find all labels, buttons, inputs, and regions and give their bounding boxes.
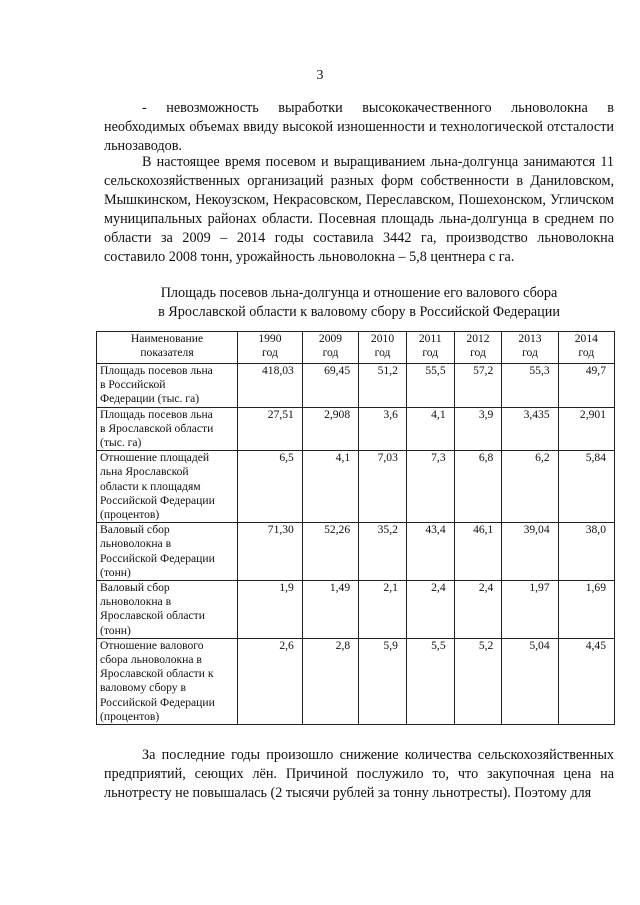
table-row: [97, 638, 615, 724]
row-label: Отношение валового сбора льноволокна в Ярославской области к валовому сбору в Российской Федерации (процентов): [97, 638, 238, 724]
table-cell: 46,1: [454, 523, 502, 581]
table-cell: 55,5: [406, 364, 454, 408]
table-cell: 4,45: [558, 638, 614, 724]
table-row: [97, 364, 615, 408]
table-cell: 52,26: [302, 523, 358, 581]
table-cell: 27,51: [238, 407, 303, 451]
row-label: Валовый сбор льноволокна в Ярославской области (тонн): [97, 581, 238, 639]
table-cell: 49,7: [558, 364, 614, 408]
table-cell: 7,3: [406, 451, 454, 523]
header-year: 2010 год: [359, 332, 407, 364]
table-cell: 1,49: [302, 581, 358, 639]
table-cell: 2,4: [454, 581, 502, 639]
table-cell: 51,2: [359, 364, 407, 408]
header-year: 2013 год: [502, 332, 558, 364]
table-cell: 4,1: [302, 451, 358, 523]
table-cell: 4,1: [406, 407, 454, 451]
table-cell: 2,908: [302, 407, 358, 451]
table-cell: 3,6: [359, 407, 407, 451]
header-year: 1990 год: [238, 332, 303, 364]
table-cell: 5,5: [406, 638, 454, 724]
table-cell: 2,901: [558, 407, 614, 451]
header-year: 2009 год: [302, 332, 358, 364]
table-row: [97, 581, 615, 639]
table-cell: 2,1: [359, 581, 407, 639]
table-row: [97, 451, 615, 523]
flax-statistics-table: [96, 331, 615, 725]
table-cell: 1,97: [502, 581, 558, 639]
table-cell: 57,2: [454, 364, 502, 408]
table-cell: 6,2: [502, 451, 558, 523]
row-label: Площадь посевов льна в Российской Федерации (тыс. га): [97, 364, 238, 408]
table-cell: 43,4: [406, 523, 454, 581]
row-label: Отношение площадей льна Ярославской области к площадям Российской Федерации (процентов): [97, 451, 238, 523]
table-cell: 35,2: [359, 523, 407, 581]
table-cell: 2,6: [238, 638, 303, 724]
table-title: [104, 284, 614, 322]
paragraph-2: В настоящее время посевом и выращиванием льна-долгунца занимаются 11 сельскохозяйственных организаций разных форм собственности в Даниловском, Мышкинском, Некоузском, Некрасовском, Переславском, Пошехонском, Угличском муниципальных районах области. Посевная площадь льна-долгунца в среднем по области за 2009 – 2014 годы составила 3442 га, производство льноволокна составило 2008 тонн, урожайность льноволокна – 5,8 центнера с га.: [104, 154, 614, 265]
table-row: [97, 523, 615, 581]
table-cell: 55,3: [502, 364, 558, 408]
table-header-row: [97, 332, 615, 364]
table-cell: 418,03: [238, 364, 303, 408]
table-cell: 2,8: [302, 638, 358, 724]
table-title-line-2: в Ярославской области к валовому сбору в Российской Федерации: [158, 304, 560, 320]
table-cell: 1,9: [238, 581, 303, 639]
table-cell: 1,69: [558, 581, 614, 639]
row-label: Площадь посевов льна в Ярославской области (тыс. га): [97, 407, 238, 451]
paragraph-1: - невозможность выработки высококачественного льноволокна в необходимых объемах ввиду высокой изношенности и технологической отсталости льнозаводов.: [104, 100, 614, 154]
table-title-line-1: Площадь посевов льна-долгунца и отношение его валового сбора: [160, 285, 558, 301]
table-cell: 5,9: [359, 638, 407, 724]
table-cell: 5,04: [502, 638, 558, 724]
table-cell: 3,9: [454, 407, 502, 451]
table-cell: 38,0: [558, 523, 614, 581]
table-row: [97, 407, 615, 451]
table-cell: 6,5: [238, 451, 303, 523]
row-label: Валовый сбор льноволокна в Российской Федерации (тонн): [97, 523, 238, 581]
table-cell: 7,03: [359, 451, 407, 523]
page-number: 3: [316, 68, 324, 83]
table-cell: 5,2: [454, 638, 502, 724]
table-cell: 71,30: [238, 523, 303, 581]
table-cell: 6,8: [454, 451, 502, 523]
table-cell: 3,435: [502, 407, 558, 451]
header-indicator: Наименование показателя: [97, 332, 238, 364]
header-year: 2012 год: [454, 332, 502, 364]
table-cell: 5,84: [558, 451, 614, 523]
table-cell: 69,45: [302, 364, 358, 408]
header-year: 2014 год: [558, 332, 614, 364]
paragraph-3: За последние годы произошло снижение количества сельскохозяйственных предприятий, сеющих лён. Причиной послужило то, что закупочная цена на льнотресту не повышалась (2 тысячи рублей за тонну льнотресты). Поэтому для: [104, 747, 614, 801]
header-year: 2011 год: [406, 332, 454, 364]
table-cell: 39,04: [502, 523, 558, 581]
table-cell: 2,4: [406, 581, 454, 639]
